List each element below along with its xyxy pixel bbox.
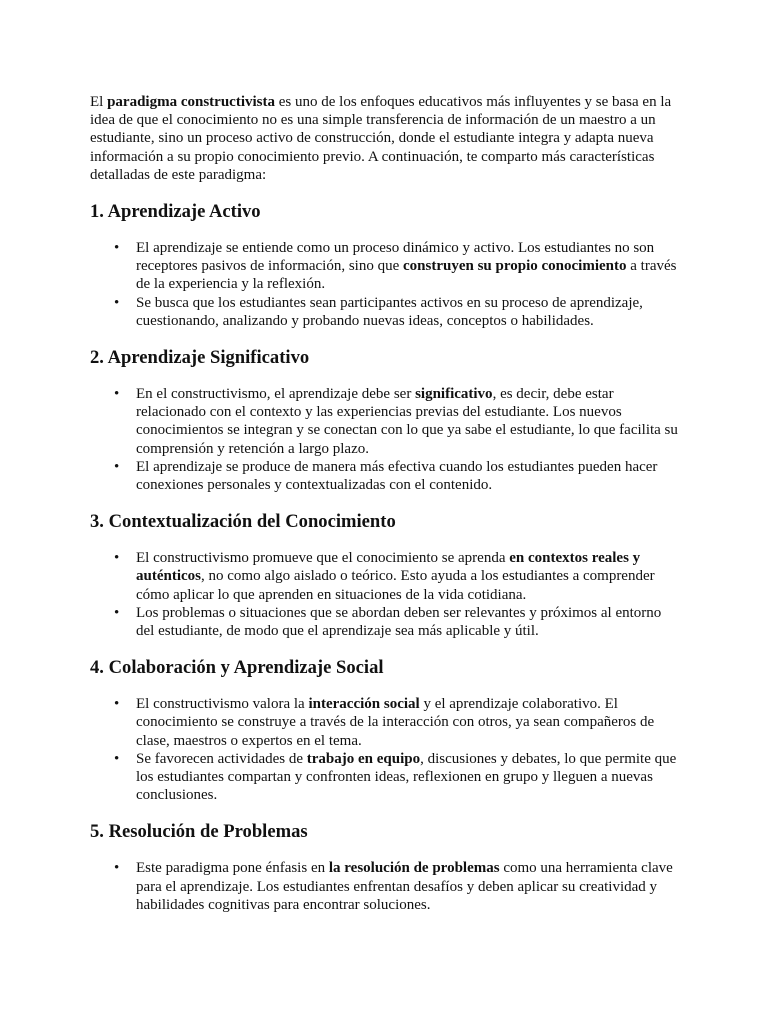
sections-container (90, 201, 680, 914)
text-run: El aprendizaje se entiende como un proceso dinámico y activo. Los estudiantes no son receptores pasivos de información, sino que (136, 240, 655, 275)
bold-text-run: interacción social (308, 696, 420, 713)
bullet-list (90, 239, 680, 330)
section-heading: 4. Colaboración y Aprendizaje Social (90, 657, 384, 679)
bullet-list (90, 695, 680, 804)
bullet-item (136, 239, 680, 294)
document-page (90, 93, 680, 914)
bullet-list (90, 549, 680, 640)
bullet-list (90, 385, 680, 494)
text-run: Se favorecen actividades de (136, 750, 307, 767)
text-run: Los problemas o situaciones que se abordan deben ser relevantes y próximos al entorno del estudiante, de modo que el aprendizaje sea más aplicable y útil. (136, 604, 662, 640)
section-heading: 2. Aprendizaje Significativo (90, 347, 310, 369)
text-run: , discusiones y debates, lo que permite que los estudiantes compartan y confronten ideas, reflexionen en grupo y lleguen a nuevas conclusiones. (136, 750, 677, 804)
bold-text-run: significativo (415, 386, 493, 403)
text-run: El constructivismo valora la (136, 696, 309, 713)
text-run: El constructivismo promueve que el conocimiento se aprenda (136, 550, 510, 567)
text-run: El aprendizaje se produce de manera más efectiva cuando los estudiantes pueden hacer conexiones personales y contextualizadas con el contenido. (136, 458, 658, 494)
text-run: , no como algo aislado o teórico. Esto ayuda a los estudiantes a comprender cómo aplicar lo que aprenden en situaciones de la vida cotidiana. (136, 568, 655, 603)
text-run: , es decir, debe estar relacionado con el contexto y las experiencias previas del estudiante. Los nuevos conocimientos se integran y se conectan con lo que ya sabe el estudiante, lo que facilita su comprensión y retención a largo plazo. (136, 386, 678, 457)
bullet-item (136, 750, 680, 805)
text-run: a través de la experiencia y la reflexión. (136, 258, 677, 293)
text-run: Este paradigma pone énfasis en (136, 860, 329, 877)
bold-text-run: en contextos reales y auténticos (136, 550, 641, 585)
bold-text-run: paradigma constructivista (107, 94, 276, 110)
bullet-list (90, 859, 680, 914)
bold-text-run: construyen su propio conocimiento (403, 258, 627, 275)
bullet-item (136, 549, 680, 604)
text-run: es uno de los enfoques educativos más influyentes y se basa en la idea de que el conocimiento no es una simple transferencia de información de un maestro a un estudiante, sino un proceso activo de construcción, donde el estudiante integra y adapta nueva información a su propio conocimiento previo. A continuación, te comparto más características detalladas de este paradigma: (90, 94, 672, 183)
bullet-item (136, 859, 680, 914)
bold-text-run: la resolución de problemas (328, 860, 500, 877)
bullet-item (136, 604, 680, 640)
intro-paragraph (90, 93, 680, 184)
bullet-item (136, 294, 680, 330)
text-run: como una herramienta clave para el aprendizaje. Los estudiantes enfrentan desafíos y deben aplicar su creatividad y habilidades cognitivas para encontrar soluciones. (136, 860, 673, 913)
text-run: y el aprendizaje colaborativo. El conocimiento se construye a través de la interacción con otros, ya sean compañeros de clase, maestros o expertos en el tema. (136, 696, 655, 749)
bullet-item (136, 695, 680, 750)
text-run: En el constructivismo, el aprendizaje debe ser (136, 386, 416, 403)
text-run: Se busca que los estudiantes sean participantes activos en su proceso de aprendizaje, cuestionando, analizando y probando nuevas ideas, conceptos o habilidades. (136, 294, 643, 329)
text-run: El (90, 94, 108, 110)
bullet-item (136, 385, 680, 458)
bullet-item (136, 458, 680, 494)
bold-text-run: trabajo en equipo (306, 750, 421, 767)
section-heading: 1. Aprendizaje Activo (90, 201, 261, 223)
section-heading: 3. Contextualización del Conocimiento (90, 511, 396, 533)
section-heading: 5. Resolución de Problemas (90, 821, 308, 843)
